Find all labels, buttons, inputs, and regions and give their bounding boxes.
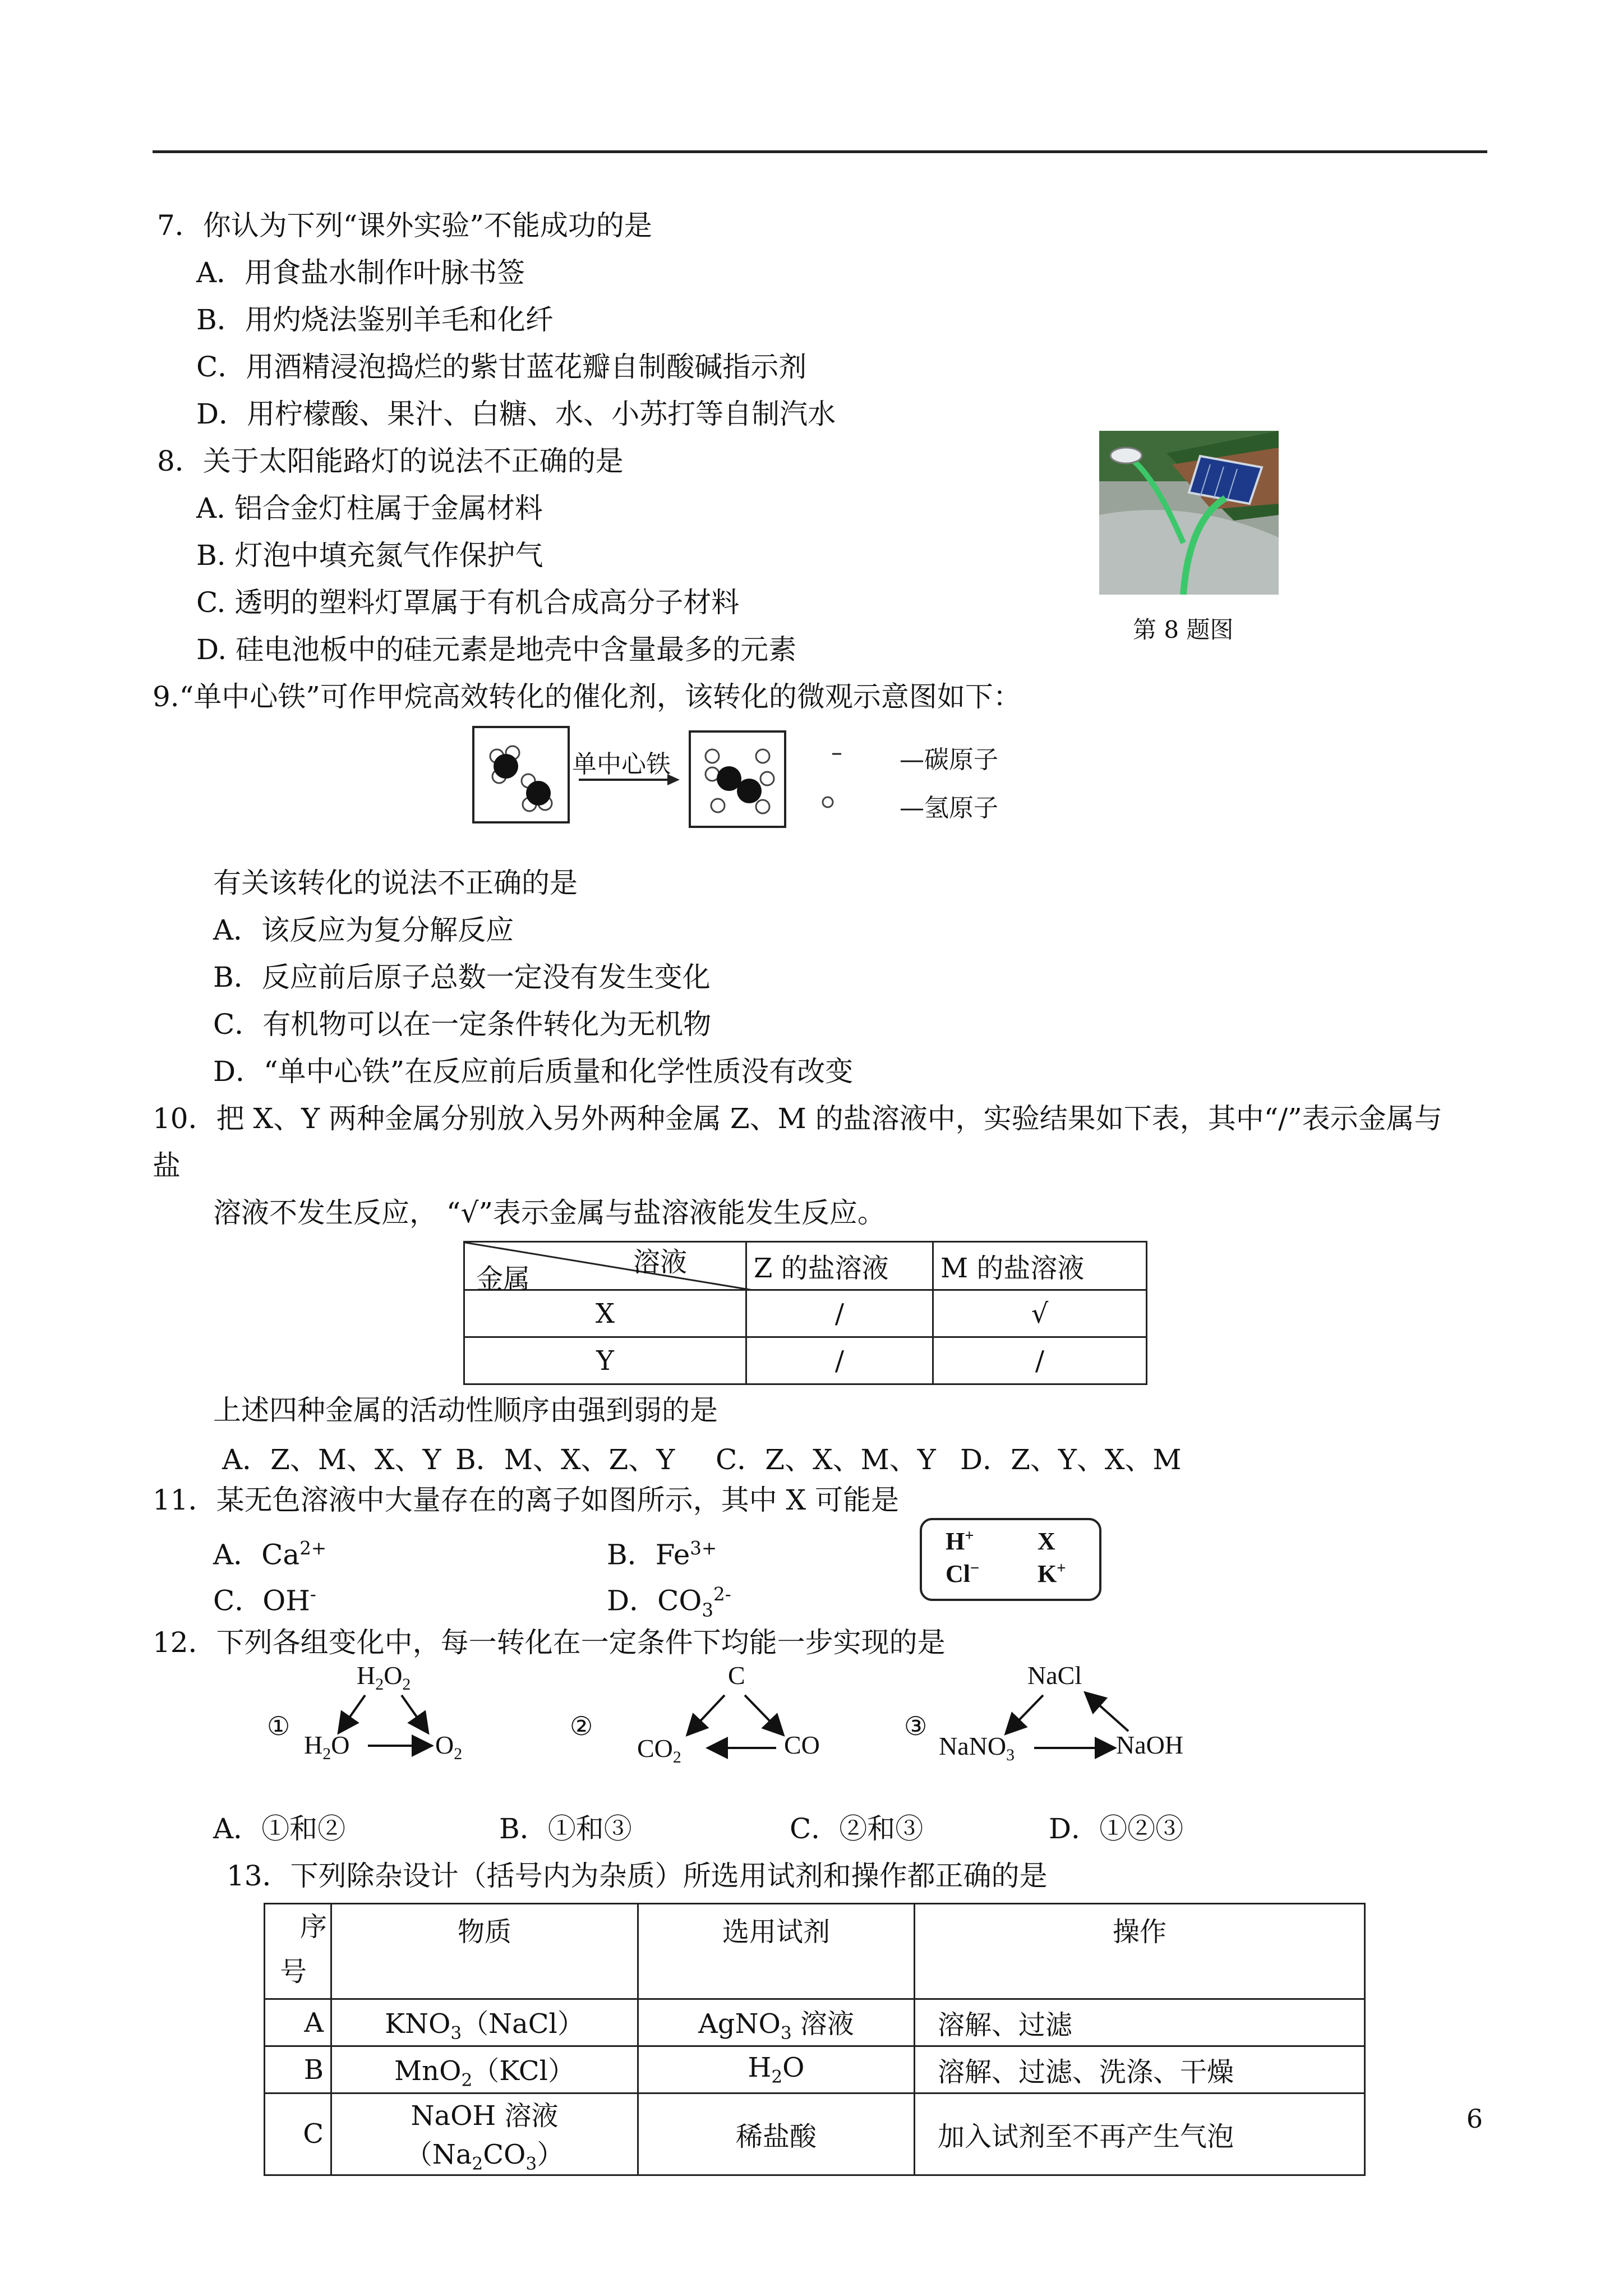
q11-option-a-text: A．Ca bbox=[213, 1538, 300, 1571]
q9-stem: 9.“单中心铁”可作甲烷高效转化的催化剂，该转化的微观示意图如下： bbox=[153, 680, 1021, 713]
q13-row-b-sub-2: 2 bbox=[461, 2070, 473, 2091]
q13-row-c-sub-2: 2 bbox=[472, 2154, 483, 2174]
q12-d3-top: NaCl bbox=[1027, 1661, 1082, 1690]
q9-option-a: A．该反应为复分解反应 bbox=[213, 914, 514, 946]
q13-header-seq-top: 序 bbox=[299, 1911, 327, 1943]
q13-table bbox=[264, 1903, 1366, 2176]
q12-d2-left-a: CO bbox=[637, 1734, 673, 1763]
q13-row-c-sub-5: ） bbox=[537, 2139, 564, 2170]
q13-row-c-sub-4: 3 bbox=[525, 2154, 537, 2174]
q7-stem: 7．你认为下列“课外实验”不能成功的是 bbox=[157, 209, 652, 242]
q9-option-c: C．有机物可以在一定条件转化为无机物 bbox=[213, 1008, 712, 1041]
header-rule bbox=[153, 150, 1487, 153]
q10-row-y-m: / bbox=[933, 1337, 1147, 1384]
q11-option-d-charge: 2- bbox=[713, 1584, 731, 1605]
q13-row-c-seq: C bbox=[265, 2093, 331, 2175]
q10-question: 上述四种金属的活动性顺序由强到弱的是 bbox=[213, 1394, 718, 1427]
q12-d1-right-sub: 2 bbox=[454, 1745, 463, 1764]
legend-hydrogen-label: 氢原子 bbox=[924, 794, 998, 822]
q12-option-c: C．②和③ bbox=[790, 1812, 924, 1845]
q12-option-b: B．①和③ bbox=[499, 1812, 632, 1845]
q11-option-d-text: D．CO bbox=[607, 1584, 702, 1617]
ion-h-charge: + bbox=[965, 1527, 974, 1545]
q13-row-b-rea-1: H bbox=[748, 2052, 772, 2084]
q12-d2-left-sub: 2 bbox=[672, 1748, 681, 1767]
q13-header-operation: 操作 bbox=[915, 1904, 1365, 1999]
q13-row-a-sub-1: KNO bbox=[385, 2008, 451, 2040]
q10-option-c: C．Z、X、M、Y bbox=[716, 1443, 936, 1476]
q9-arrow-label: 单中心铁 bbox=[572, 750, 671, 779]
q13-header-seq-bottom: 号 bbox=[280, 1956, 307, 1987]
legend-carbon-label: 碳原子 bbox=[924, 746, 998, 774]
q12-d1-top-a: H bbox=[357, 1661, 376, 1690]
q13-row-b-rea-2: 2 bbox=[771, 2067, 783, 2087]
q11-stem: 11．某无色溶液中大量存在的离子如图所示，其中 X 可能是 bbox=[153, 1484, 900, 1516]
q8-option-b: B. 灯泡中填充氮气作保护气 bbox=[196, 539, 543, 572]
ion-x: X bbox=[1038, 1527, 1055, 1555]
q13-row-c-sub-3: CO bbox=[483, 2139, 526, 2170]
q9-option-d: D．“单中心铁”在反应前后质量和化学性质没有改变 bbox=[213, 1055, 854, 1088]
q12-d1-left-sub: 2 bbox=[322, 1745, 331, 1764]
q12-stem: 12．下列各组变化中，每一转化在一定条件下均能一步实现的是 bbox=[153, 1626, 946, 1659]
q13-header-reagent: 选用试剂 bbox=[638, 1904, 915, 1999]
q13-row-c-operation: 加入试剂至不再产生气泡 bbox=[915, 2093, 1365, 2175]
q13-row-a-rea-3: 溶液 bbox=[791, 2008, 854, 2040]
ion-cl-symbol: Cl bbox=[946, 1560, 970, 1588]
q10-row-x-m: √ bbox=[933, 1290, 1147, 1337]
q11-option-b bbox=[607, 1531, 717, 1572]
ion-k-charge: + bbox=[1057, 1559, 1066, 1577]
q12-diagram-1 bbox=[267, 1660, 491, 1778]
q8-stem: 8．关于太阳能路灯的说法不正确的是 bbox=[157, 445, 624, 477]
q11-option-a bbox=[213, 1531, 326, 1572]
q8-option-d: D. 硅电池板中的硅元素是地壳中含量最多的元素 bbox=[196, 633, 797, 666]
q11-option-b-charge: 3+ bbox=[690, 1538, 717, 1559]
q12-d3-arrows bbox=[904, 1660, 1218, 1778]
legend-hydrogen: —氢原子 bbox=[900, 794, 998, 822]
q13-row-b-rea-3: O bbox=[782, 2052, 805, 2084]
q12-d3-num: ③ bbox=[904, 1712, 928, 1741]
q11-ion-box bbox=[920, 1518, 1101, 1601]
q10-option-d: D．Z、Y、X、M bbox=[960, 1443, 1182, 1476]
ion-cl bbox=[946, 1559, 979, 1588]
q12-option-a: A．①和② bbox=[213, 1812, 346, 1845]
q12-d1-left-a: H bbox=[304, 1731, 323, 1759]
q13-row-a-sub-3: （NaCl） bbox=[462, 2008, 584, 2040]
legend-carbon: —碳原子 bbox=[900, 746, 998, 774]
q11-option-a-charge: 2+ bbox=[299, 1538, 327, 1559]
q11-option-d bbox=[607, 1577, 731, 1627]
q12-diagram-3 bbox=[904, 1660, 1218, 1778]
q7-option-b: B．用灼烧法鉴别羊毛和化纤 bbox=[196, 303, 554, 336]
q12-d2-top: C bbox=[728, 1661, 745, 1690]
q13-header-seq bbox=[265, 1904, 331, 1999]
q13-row-a-substance bbox=[331, 1999, 638, 2046]
q13-row-a-seq: A bbox=[265, 1999, 331, 2046]
q7-option-c: C．用酒精浸泡捣烂的紫甘蓝花瓣自制酸碱指示剂 bbox=[196, 351, 807, 383]
ion-h bbox=[946, 1527, 974, 1556]
q12-option-d: D．①②③ bbox=[1049, 1812, 1184, 1845]
q10-corner-cell bbox=[464, 1242, 746, 1295]
ion-cl-charge: − bbox=[970, 1559, 980, 1577]
q8-option-a: A. 铝合金灯柱属于金属材料 bbox=[196, 492, 543, 524]
q13-header-substance: 物质 bbox=[331, 1904, 638, 1999]
q13-row-a-reagent bbox=[638, 1999, 915, 2046]
q13-row-b-reagent bbox=[638, 2046, 915, 2093]
q10-table bbox=[463, 1241, 1147, 1385]
q10-col-m: M 的盐溶液 bbox=[933, 1242, 1147, 1290]
q9-sub-stem: 有关该转化的说法不正确的是 bbox=[213, 867, 578, 899]
q13-row-a-rea-1: AgNO bbox=[698, 2008, 781, 2040]
q12-d1-right-a: O bbox=[435, 1731, 454, 1759]
q13-row-b-sub-3: （KCl） bbox=[472, 2055, 575, 2087]
q7-option-a: A．用食盐水制作叶脉书签 bbox=[196, 256, 525, 289]
q8-option-c: C. 透明的塑料灯罩属于有机合成高分子材料 bbox=[196, 586, 740, 619]
q12-d2-arrows bbox=[570, 1660, 828, 1778]
q8-figure-caption: 第 8 题图 bbox=[1133, 616, 1234, 643]
q12-d1-arrows bbox=[267, 1660, 491, 1778]
q13-row-a-operation: 溶解、过滤 bbox=[915, 1999, 1365, 2046]
q10-row-y-metal: Y bbox=[464, 1337, 746, 1384]
q12-d3-right: NaOH bbox=[1116, 1731, 1184, 1759]
q12-d1-num: ① bbox=[267, 1712, 291, 1741]
q12-d1-top-b: O bbox=[384, 1661, 403, 1690]
q13-row-a-sub-2: 3 bbox=[450, 2023, 462, 2044]
q12-d1-top-sub1: 2 bbox=[375, 1675, 384, 1694]
q13-row-b-seq: B bbox=[265, 2046, 331, 2093]
solar-street-lamp-photo bbox=[1099, 431, 1279, 595]
q13-stem: 13．下列除杂设计（括号内为杂质）所选用试剂和操作都正确的是 bbox=[227, 1860, 1048, 1892]
q9-option-b: B．反应前后原子总数一定没有发生变化 bbox=[213, 961, 711, 993]
page-number: 6 bbox=[1466, 2104, 1483, 2134]
q11-option-b-text: B．Fe bbox=[607, 1538, 690, 1571]
q12-d1-left-b: O bbox=[331, 1731, 350, 1759]
q7-option-d: D．用柠檬酸、果汁、白糖、水、小苏打等自制汽水 bbox=[196, 398, 836, 430]
q13-row-b-substance bbox=[331, 2046, 638, 2093]
q10-corner-top: 溶液 bbox=[633, 1246, 688, 1278]
q13-row-c-substance bbox=[331, 2093, 638, 2175]
ion-h-symbol: H bbox=[946, 1527, 965, 1555]
q12-d3-left-a: NaNO bbox=[939, 1732, 1007, 1760]
q13-row-b-operation: 溶解、过滤、洗涤、干燥 bbox=[915, 2046, 1365, 2093]
q10-stem-line3: 溶液不发生反应， “√”表示金属与盐溶液能发生反应。 bbox=[213, 1197, 886, 1229]
q11-option-c-text: C．OH bbox=[213, 1584, 310, 1617]
q11-option-c bbox=[213, 1577, 316, 1618]
q10-row-y-z: / bbox=[746, 1337, 933, 1384]
q11-option-d-sub: 3 bbox=[702, 1599, 714, 1621]
q12-diagram-2 bbox=[570, 1660, 828, 1778]
q12-d3-left-sub: 3 bbox=[1006, 1746, 1015, 1765]
q10-col-z: Z 的盐溶液 bbox=[746, 1242, 933, 1290]
q10-stem-line2: 盐 bbox=[153, 1149, 181, 1182]
q12-d2-num: ② bbox=[570, 1712, 593, 1741]
q10-row-x-metal: X bbox=[464, 1290, 746, 1337]
q13-row-c-sub-1: NaOH 溶液（Na bbox=[405, 2100, 559, 2170]
ion-k-symbol: K bbox=[1038, 1560, 1057, 1588]
q13-row-b-sub-1: MnO bbox=[394, 2055, 462, 2087]
q12-d1-top-sub2: 2 bbox=[402, 1675, 411, 1694]
q12-d2-right: CO bbox=[784, 1731, 820, 1759]
q13-row-a-rea-2: 3 bbox=[780, 2023, 792, 2044]
q10-option-b: B．M、X、Z、Y bbox=[455, 1443, 675, 1476]
q10-option-a: A．Z、M、X、Y bbox=[222, 1443, 441, 1476]
q10-row-x-z: / bbox=[746, 1290, 933, 1337]
q10-stem-line1: 10．把 X、Y 两种金属分别放入另外两种金属 Z、M 的盐溶液中，实验结果如下表，其中“/”表示金属与 bbox=[153, 1102, 1442, 1135]
ion-k bbox=[1038, 1559, 1066, 1588]
q10-corner-bottom: 金属 bbox=[476, 1263, 531, 1295]
q11-option-c-charge: - bbox=[310, 1584, 316, 1605]
q13-row-c-reagent: 稀盐酸 bbox=[638, 2093, 915, 2175]
